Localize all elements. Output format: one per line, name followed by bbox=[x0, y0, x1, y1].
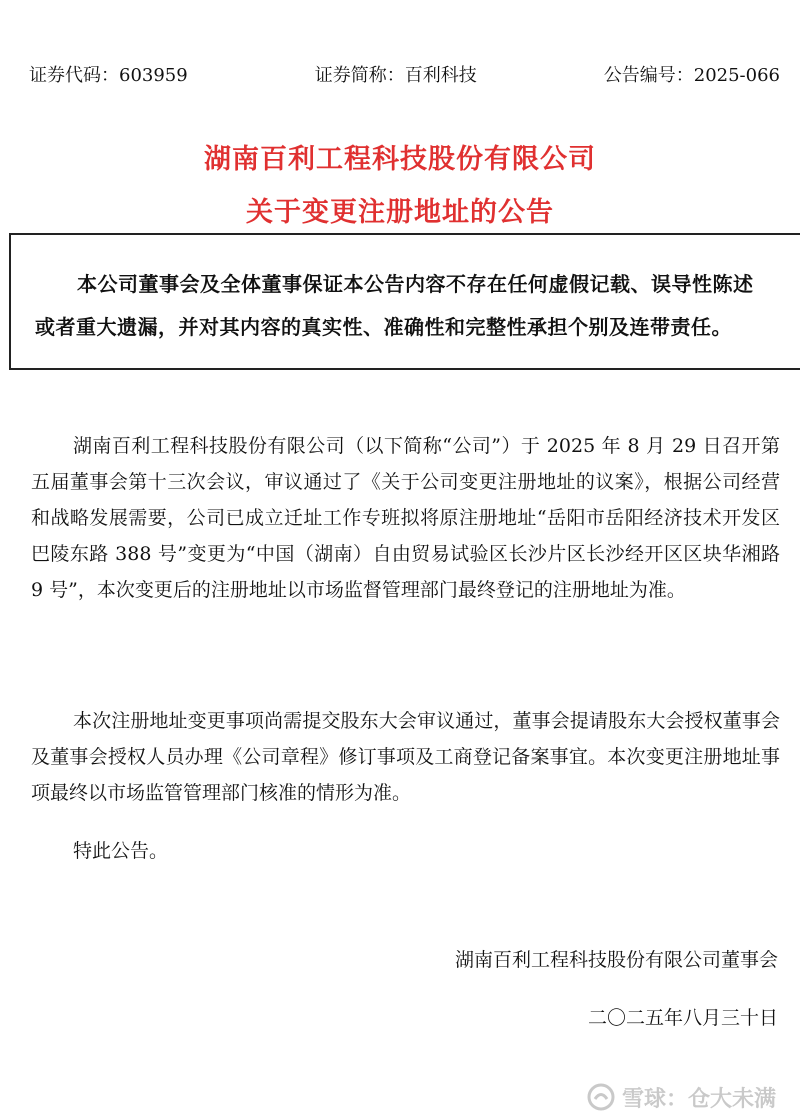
company-name-title: 湖南百利工程科技股份有限公司 bbox=[204, 144, 596, 175]
announcement-number: 公告编号：2025-066 bbox=[603, 65, 780, 86]
closing-statement: 特此公告。 bbox=[73, 840, 169, 862]
announcement-header bbox=[29, 60, 780, 88]
body-paragraph-3-block bbox=[31, 833, 780, 869]
announcement-title: 关于变更注册地址的公告 bbox=[246, 197, 554, 228]
notice-line-2: 或者重大遗漏，并对其内容的真实性、准确性和完整性承担个别及连带责任。 bbox=[35, 315, 732, 339]
signature-company: 湖南百利工程科技股份有限公司董事会 bbox=[454, 949, 778, 971]
board-guarantee-notice bbox=[9, 233, 800, 370]
notice-line-1: 本公司董事会及全体董事保证本公告内容不存在任何虚假记载、误导性陈述 bbox=[77, 272, 754, 296]
signature-date: 二〇二五年八月三十日 bbox=[587, 1007, 778, 1029]
body-paragraph-1: 湖南百利工程科技股份有限公司（以下简称“公司”）于 2025 年 8 月 29 日召开第五届董事会第十三次会议，审议通过了《关于公司变更注册地址的议案》，根据公司经营和战略发展需要，公司已成立迁址工作专班拟将原注册地址“岳阳市岳阳经济技术开发区巴陵东路 388 号”变更为“中国（湖南）自由贸易试验区长沙片区长沙经开区区块华湘路 9 号”，本次变更后的注册地址以市场监督管理部门最终登记的注册地址为准。 bbox=[31, 435, 780, 601]
body-paragraph-1-block bbox=[31, 428, 780, 608]
body-paragraph-2-block bbox=[31, 703, 780, 811]
stock-code: 证券代码：603959 bbox=[29, 65, 188, 86]
watermark-text: 雪球：仓大未满 bbox=[621, 1086, 776, 1112]
watermark bbox=[586, 1080, 776, 1114]
body-paragraph-2: 本次注册地址变更事项尚需提交股东大会审议通过，董事会提请股东大会授权董事会及董事会授权人员办理《公司章程》修订事项及工商登记备案事宜。本次变更注册地址事项最终以市场监管管理部门核准的情形为准。 bbox=[31, 710, 780, 804]
snowball-logo-icon bbox=[586, 1082, 616, 1112]
stock-short-name: 证券简称：百利科技 bbox=[314, 65, 477, 86]
